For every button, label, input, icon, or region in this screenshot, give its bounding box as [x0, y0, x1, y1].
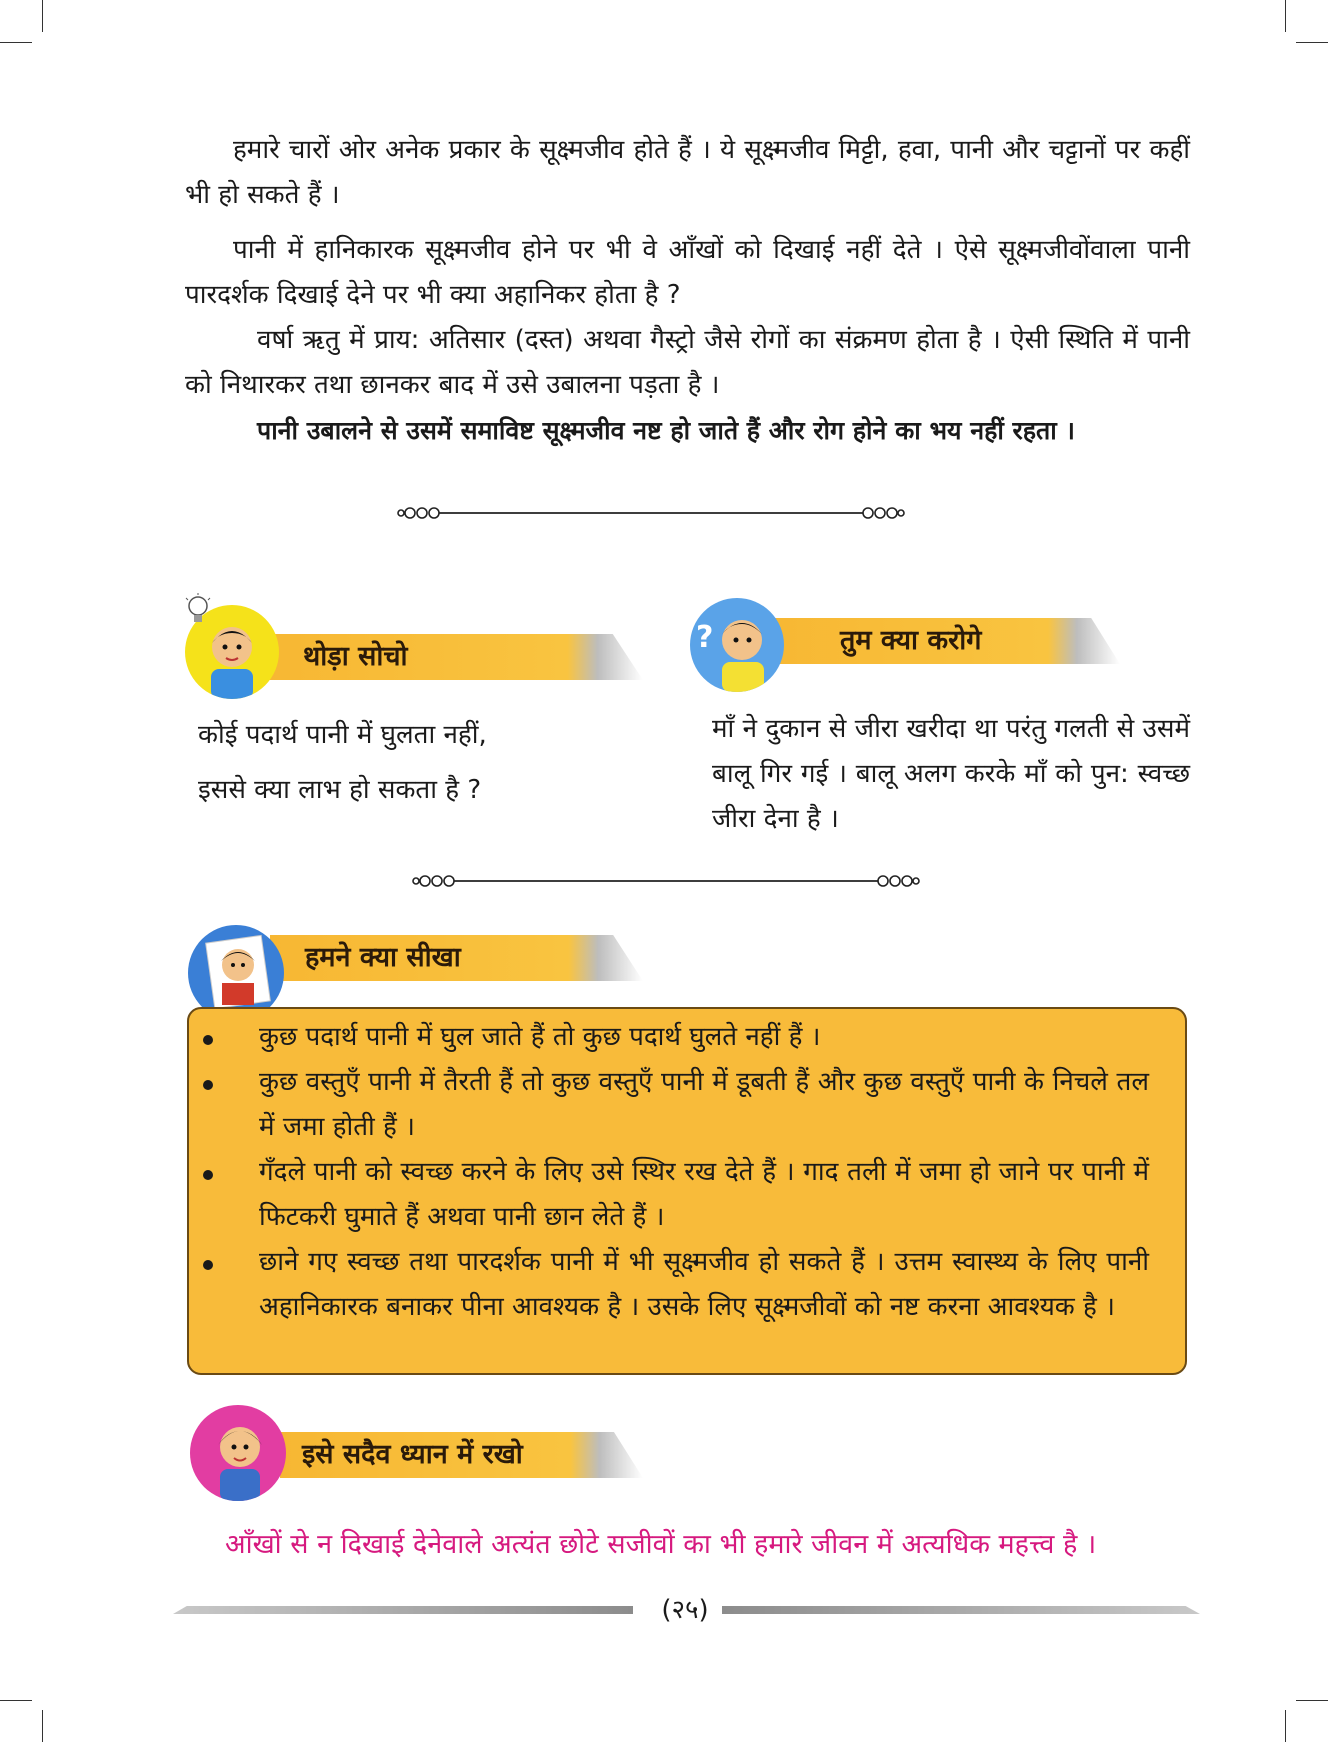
think-title: थोड़ा सोचो	[303, 641, 408, 672]
paragraph-boiling: पानी उबालने से उसमें समाविष्ट सूक्ष्मजीव नष्ट हो जाते हैं और रोग होने का भय नहीं रहता ।	[257, 416, 1075, 445]
page-number: (२५)	[661, 1595, 709, 1625]
bullet-icon	[203, 1170, 213, 1180]
list-item: कुछ पदार्थ पानी में घुल जाते हैं तो कुछ पदार्थ घुलते नहीं हैं ।	[189, 1015, 1149, 1060]
ornament-divider	[395, 503, 907, 523]
learned-banner	[270, 935, 643, 981]
crop-mark	[1285, 1710, 1286, 1742]
list-item: गँदले पानी को स्वच्छ करने के लिए उसे स्थिर रख देते हैं । गाद तली में जमा हो जाने पर पानी में फिटकरी घुमाते हैं अथवा पानी छान लेते हैं ।	[189, 1150, 1149, 1240]
question-mark-icon: ?	[696, 620, 714, 655]
remember-text: आँखों से न दिखाई देनेवाले अत्यंत छोटे सजीवों का भी हमारे जीवन में अत्यधिक महत्त्व है ।	[225, 1529, 1097, 1560]
crop-mark	[1296, 42, 1328, 43]
crop-mark	[0, 42, 32, 43]
bullet-icon	[203, 1035, 213, 1045]
crop-mark	[1296, 1700, 1328, 1701]
think-line-2: इससे क्या लाभ हो सकता है ?	[198, 775, 482, 805]
what-will-you-do-title: तुम क्या करोगे	[840, 625, 982, 656]
learned-list	[189, 1015, 1149, 1330]
think-banner	[265, 634, 643, 680]
learned-title: हमने क्या सीखा	[305, 942, 461, 973]
what-will-you-do-banner	[760, 618, 1120, 664]
remember-title: इसे सदैव ध्यान में रखो	[302, 1439, 523, 1470]
think-line-1: कोई पदार्थ पानी में घुलता नहीं,	[198, 720, 487, 750]
remember-banner	[280, 1432, 643, 1478]
footer-rule-left	[173, 1606, 633, 1614]
paragraph-monsoon: वर्षा ऋतु में प्राय: अतिसार (दस्त) अथवा गैस्ट्रो जैसे रोगों का संक्रमण होता है । ऐसी स्थिति में पानी को निथारकर तथा छानकर बाद में उसे उबालना पड़ता है ।	[185, 325, 1190, 400]
footer-rule-right	[722, 1606, 1200, 1614]
crop-mark	[0, 1700, 32, 1701]
ornament-divider	[410, 871, 922, 891]
list-item: कुछ वस्तुएँ पानी में तैरती हैं तो कुछ वस्तुएँ पानी में डूबती हैं और कुछ वस्तुएँ पानी के निचले तल में जमा होती हैं ।	[189, 1060, 1149, 1150]
bullet-icon	[203, 1080, 213, 1090]
paragraph-harmful-microbes: पानी में हानिकारक सूक्ष्मजीव होने पर भी वे आँखों को दिखाई नहीं देते । ऐसे सूक्ष्मजीवोंवाला पानी पारदर्शक दिखाई देने पर भी क्या अहानिकर होता है ?	[185, 235, 1190, 310]
paragraph-microbes: हमारे चारों ओर अनेक प्रकार के सूक्ष्मजीव होते हैं । ये सूक्ष्मजीव मिट्टी, हवा, पानी और चट्टानों पर कहीं भी हो सकते हैं ।	[185, 135, 1190, 210]
crop-mark	[1285, 0, 1286, 32]
lightbulb-icon	[183, 592, 213, 630]
remember-character-avatar	[190, 1405, 286, 1501]
crop-mark	[42, 0, 43, 32]
list-item: छाने गए स्वच्छ तथा पारदर्शक पानी में भी सूक्ष्मजीव हो सकते हैं । उत्तम स्वास्थ्य के लिए पानी अहानिकारक बनाकर पीना आवश्यक है । उसके लिए सूक्ष्मजीवों को नष्ट करना आवश्यक है ।	[189, 1240, 1149, 1330]
bullet-icon	[203, 1260, 213, 1270]
crop-mark	[42, 1710, 43, 1742]
what-will-you-do-text: माँ ने दुकान से जीरा खरीदा था परंतु गलती से उसमें बालू गिर गई । बालू अलग करके माँ को पुन: स्वच्छ जीरा देना है ।	[712, 714, 1190, 834]
learned-summary-box	[187, 1007, 1187, 1375]
